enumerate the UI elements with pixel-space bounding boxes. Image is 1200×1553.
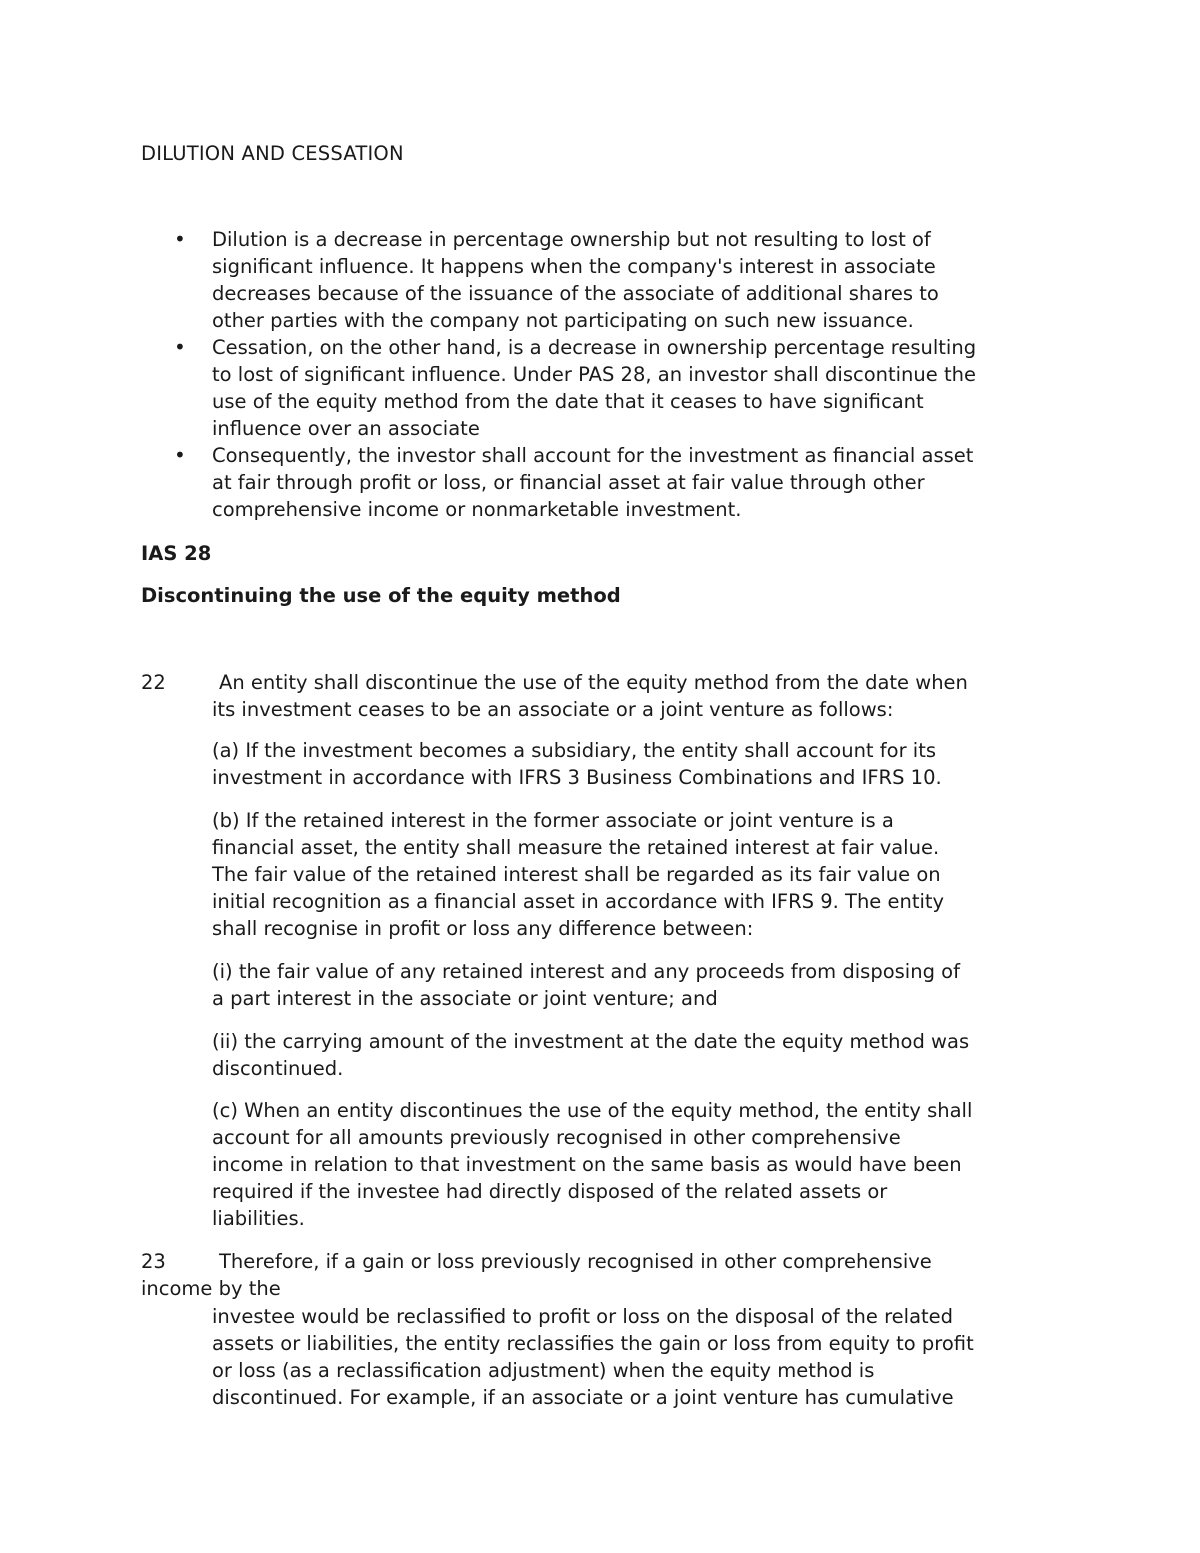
bullet-1-line-2: significant influence. It happens when the company's interest in associate: [212, 255, 936, 278]
para22-c-line-2: account for all amounts previously recognised in other comprehensive: [212, 1126, 901, 1149]
para22-c-line-5: liabilities.: [212, 1207, 305, 1230]
para22-line-2: its investment ceases to be an associate or a joint venture as follows:: [212, 698, 894, 721]
para23-line-5: or loss (as a reclassification adjustment) when the equity method is: [212, 1359, 875, 1382]
section-heading: Discontinuing the use of the equity method: [141, 584, 621, 607]
para23-line-6: discontinued. For example, if an associate or a joint venture has cumulative: [212, 1386, 954, 1409]
para22-c-line-4: required if the investee had directly disposed of the related assets or: [212, 1180, 888, 1203]
bullet-icon: •: [174, 227, 186, 251]
para22-b-line-2: financial asset, the entity shall measure the retained interest at fair value.: [212, 836, 940, 859]
bullet-icon: •: [174, 335, 186, 359]
bullet-2-line-1: Cessation, on the other hand, is a decrease in ownership percentage resulting: [212, 336, 977, 359]
bullet-2-line-4: influence over an associate: [212, 417, 480, 440]
para22-b-line-1: (b) If the retained interest in the former associate or joint venture is a: [212, 809, 894, 832]
para23-line-1: Therefore, if a gain or loss previously recognised in other comprehensive: [219, 1250, 932, 1273]
para22-c-line-1: (c) When an entity discontinues the use of the equity method, the entity shall: [212, 1099, 973, 1122]
para22-b-line-5: shall recognise in profit or loss any difference between:: [212, 917, 754, 940]
para23-line-4: assets or liabilities, the entity reclassifies the gain or loss from equity to profit: [212, 1332, 974, 1355]
bullet-icon: •: [174, 443, 186, 467]
standard-heading: IAS 28: [141, 542, 212, 565]
para22-b-line-3: The fair value of the retained interest shall be regarded as its fair value on: [212, 863, 941, 886]
para22-ii-line-1: (ii) the carrying amount of the investment at the date the equity method was: [212, 1030, 970, 1053]
bullet-2-line-2: to lost of significant influence. Under PAS 28, an investor shall discontinue the: [212, 363, 976, 386]
para23-line-3: investee would be reclassified to profit or loss on the disposal of the related: [212, 1305, 954, 1328]
bullet-3-line-1: Consequently, the investor shall account for the investment as financial asset: [212, 444, 974, 467]
para23-line-2: income by the: [141, 1277, 281, 1300]
para22-c-line-3: income in relation to that investment on the same basis as would have been: [212, 1153, 962, 1176]
para22-a-line-1: (a) If the investment becomes a subsidiary, the entity shall account for its: [212, 739, 937, 762]
para22-i-line-2: a part interest in the associate or joint venture; and: [212, 987, 718, 1010]
para22-line-1: An entity shall discontinue the use of the equity method from the date when: [219, 671, 968, 694]
bullet-2-line-3: use of the equity method from the date that it ceases to have significant: [212, 390, 924, 413]
bullet-3-line-3: comprehensive income or nonmarketable investment.: [212, 498, 742, 521]
page-title: DILUTION AND CESSATION: [141, 142, 404, 165]
bullet-1-line-4: other parties with the company not participating on such new issuance.: [212, 309, 914, 332]
para22-i-line-1: (i) the fair value of any retained interest and any proceeds from disposing of: [212, 960, 960, 983]
para22-a-line-2: investment in accordance with IFRS 3 Business Combinations and IFRS 10.: [212, 766, 942, 789]
para22-b-line-4: initial recognition as a financial asset in accordance with IFRS 9. The entity: [212, 890, 945, 913]
bullet-3-line-2: at fair through profit or loss, or financial asset at fair value through other: [212, 471, 925, 494]
para22-ii-line-2: discontinued.: [212, 1057, 344, 1080]
bullet-1-line-1: Dilution is a decrease in percentage ownership but not resulting to lost of: [212, 228, 931, 251]
bullet-1-line-3: decreases because of the issuance of the associate of additional shares to: [212, 282, 939, 305]
paragraph-number: 22: [141, 671, 166, 694]
paragraph-number: 23: [141, 1250, 166, 1273]
